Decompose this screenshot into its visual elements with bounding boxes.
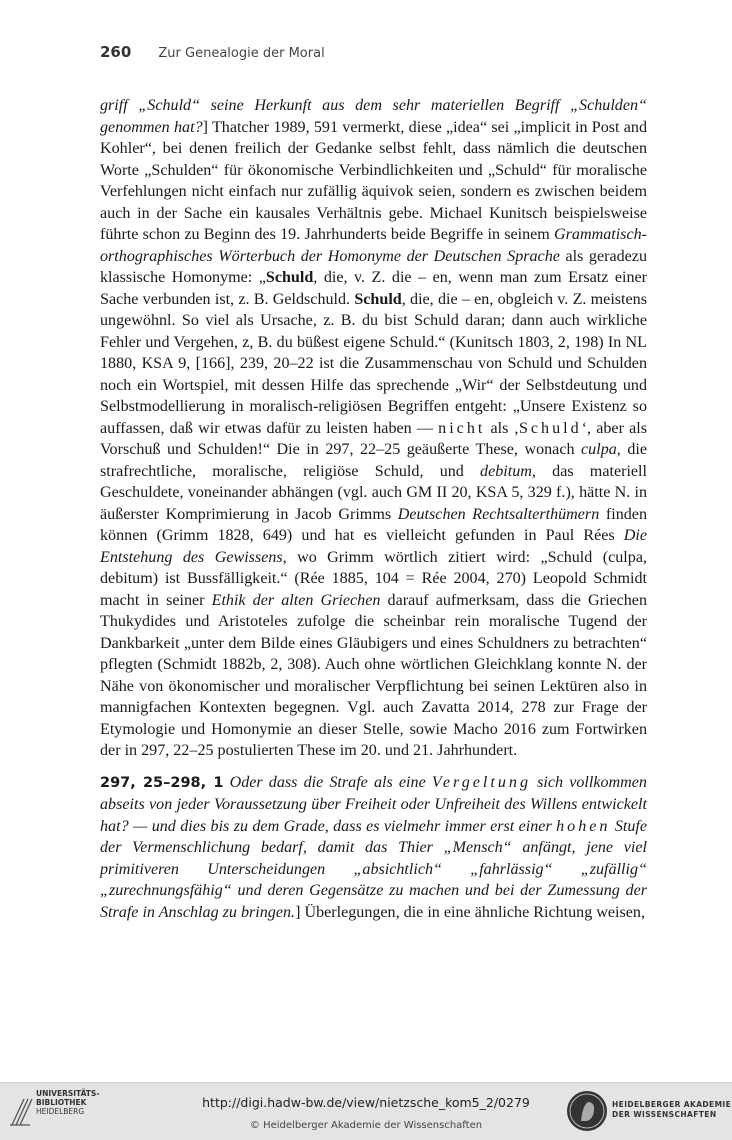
text-run: als geradezu klassische Homonyme: „ bbox=[100, 247, 648, 286]
academy-name-line: DER WISSENSCHAFTEN bbox=[612, 1110, 717, 1119]
text-run: ] Überlegungen, die in eine ähnliche Richtung weisen, bbox=[295, 903, 645, 921]
footer-bar bbox=[0, 1082, 732, 1140]
text-run: , die strafrechtliche, moralische, religiöse Schuld, und bbox=[100, 441, 647, 480]
text-run: als ‚ bbox=[485, 419, 519, 437]
spaced-word: Schuld bbox=[518, 419, 582, 437]
spaced-word: nicht bbox=[438, 419, 486, 437]
book-title: Grammatisch-orthographisches Wörterbuch der Homonyme der Deutschen Sprache bbox=[100, 226, 647, 265]
text-run: , die, die – en, obgleich v. Z. meistens ungewöhnl. So viel als Ursache, z. B. du bist Schuld daran; dann auch wirkliche Fehler und Vergehen, z, B. du büßest eigene Schuld.“ (Kunitsch 1803, 2, 198) In NL 1880, KSA 9, [166], 239, 20–22 ist die Zusammenschau von Schuld und Schulden noch ein Wortspiel, mit dessen Hilfe das sprechende „Wir“ der Selbstdeutung und Selbstmodellierung in moralisch-religiösen Begriffen entgeht: „Unsere Existenz so auffassen, daß wir etwas dafür zu leisten haben — bbox=[100, 290, 647, 437]
bold-term: Schuld bbox=[354, 290, 402, 308]
text-run: , die, v. Z. die – en, wenn man zum Ersatz einer Sache verbunden ist, z. B. Geldschuld. bbox=[100, 269, 648, 308]
text-run: ‘, aber als Vorschuß und Schulden!“ Die in 297, 22–25 geäußerte These, wonach bbox=[100, 419, 647, 458]
bold-term: Schuld bbox=[265, 269, 314, 286]
lemma-reference: 297, 25–298, 1 bbox=[100, 774, 224, 791]
paragraph-2 bbox=[100, 772, 647, 924]
quoted-lemma: Stufe der Vermenschlichung bedarf, damit das Thier „Mensch“ anfängt, jene viel primitiveren Unterscheidungen „absichtlich“ „fahrlässig“ „zufällig“ „zurechnungsfähig“ und deren Gegensätze zu machen und bei der Zumessung der Strafe in Anschlag zu bringen. bbox=[100, 817, 648, 921]
running-title: Zur Genealogie der Moral bbox=[158, 46, 325, 61]
academy-name bbox=[612, 1100, 731, 1120]
permalink-url[interactable]: http://digi.hadw-bw.de/view/nietzsche_kom5_2/0279 bbox=[202, 1095, 530, 1110]
spaced-word: Vergeltung bbox=[431, 773, 531, 791]
book-title: Deutschen Rechtsalterthümern bbox=[397, 505, 600, 523]
quoted-lemma: griff „Schuld“ seine Herkunft aus dem sehr materiellen Begriff „Schulden“ genommen hat? bbox=[100, 97, 647, 136]
library-name-line: BIBLIOTHEK bbox=[36, 1098, 87, 1107]
text-run: , das materiell Geschuldete, voneinander abhängen (vgl. auch GM II 20, KSA 5, 329 f.), hätte N. in äußerster Komprimierung in Jacob Grimms bbox=[100, 462, 648, 523]
copyright-notice: © Heidelberger Akademie der Wissenschaften bbox=[249, 1120, 483, 1131]
paragraph-1 bbox=[100, 95, 647, 762]
text-run: ] Thatcher 1989, 591 vermerkt, diese „idea“ sei „implicit in Post and Kohler“, bei denen freilich der Gedanke selbst fehlt, dass nämlich die deutschen Worte „Schulden“ für ökonomische Verbindlichkeiten und „Schuld“ für moralische Verfehlungen nicht einfach nur zufällig äquivok seien, sondern es zwischen beidem auch in der Sache ein kausales Verhältnis gebe. Michael Kunitsch beispielsweise führte schon zu Beginn des 19. Jahrhunderts beide Begriffe in seinem bbox=[100, 118, 647, 243]
text-run: finden können (Grimm 1828, 649) und hat es vielleicht gefunden in Paul Rées bbox=[100, 505, 647, 544]
text-run: , wo Grimm wörtlich zitiert wird: „Schuld (culpa, debitum) ist Bussfälligkeit.“ (Rée 1885, 104 = Rée 2004, 270) Leopold Schmidt macht in seiner bbox=[100, 548, 647, 609]
page-number: 260 bbox=[100, 43, 132, 61]
spaced-word: hohen bbox=[556, 817, 611, 835]
academy-name-line: HEIDELBERGER AKADEMIE bbox=[612, 1100, 732, 1109]
italic-term: culpa bbox=[581, 441, 617, 458]
library-name-line: HEIDELBERG bbox=[36, 1107, 85, 1116]
quoted-lemma: sich vollkommen abseits von jeder Voraussetzung über Freiheit oder Unfreiheit des Willens entwickelt hat? — und dies bis zu dem Grade, dass es vielmehr immer erst einer bbox=[100, 773, 647, 835]
body-text bbox=[100, 95, 647, 933]
page-header bbox=[100, 42, 672, 61]
quoted-lemma: Oder dass die Strafe als eine bbox=[223, 773, 432, 791]
italic-term: debitum bbox=[480, 462, 532, 480]
book-title: Die Entstehung des Gewissens bbox=[100, 527, 647, 566]
library-name-line: UNIVERSITÄTS- bbox=[36, 1089, 100, 1098]
academy-seal-icon bbox=[567, 1091, 607, 1131]
text-run: darauf aufmerksam, dass die Griechen Thukydides und Aristoteles zufolge die scheinbar rein moralische Tugend der Dankbarkeit „unter dem Bilde eines Gläubigers und eines Schuldners zu betrachten“ pflegten (Schmidt 1882b, 2, 308). Auch ohne wörtlichen Gleichklang konnte N. der Nähe von ökonomischer und moralischer Verpflichtung bei seinen Lektüren also in mannigfachen Kontexten begegnen. Vgl. auch Zavatta 2014, 278 zur Frage der Etymologie und Homonymie an dieser Stelle, sowie Macho 2016 zum Fortwirken der in 297, 22–25 postulierten These im 20. und 21. Jahrhundert. bbox=[100, 591, 647, 759]
book-title: Ethik der alten Griechen bbox=[211, 591, 381, 609]
